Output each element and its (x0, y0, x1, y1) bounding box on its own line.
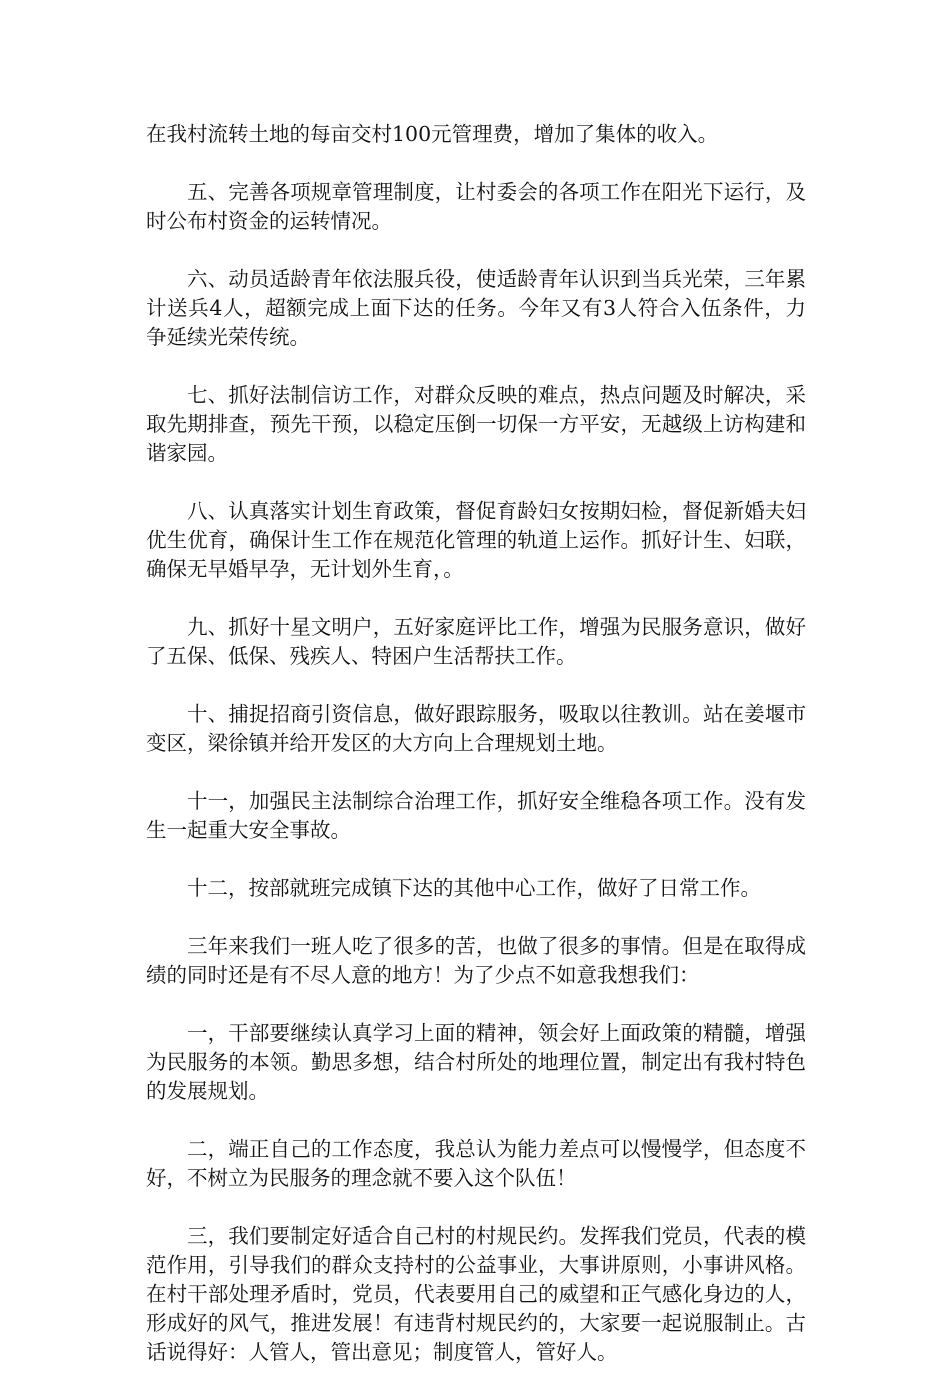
paragraph-plan-2: 二，端正自己的工作态度，我总认为能力差点可以慢慢学，但态度不好，不树立为民服务的理念就不要入这个队伍！ (146, 1137, 806, 1190)
paragraph-continuation: 在我村流转土地的每亩交村100元管理费，增加了集体的收入。 (146, 122, 719, 146)
paragraph-item-6: 六、动员适龄青年依法服兵役，使适龄青年认识到当兵光荣，三年累计送兵4人，超额完成上面下达的任务。今年又有3人符合入伍条件，力争延续光荣传统。 (146, 267, 806, 349)
paragraph-item-11: 十一，加强民主法制综合治理工作，抓好安全维稳各项工作。没有发生一起重大安全事故。 (146, 789, 806, 842)
paragraph-plan-1: 一，干部要继续认真学习上面的精神，领会好上面政策的精髓，增强为民服务的本领。勤思多想，结合村所处的地理位置，制定出有我村特色的发展规划。 (146, 1021, 806, 1103)
paragraph-item-12: 十二，按部就班完成镇下达的其他中心工作，做好了日常工作。 (187, 876, 761, 900)
paragraph-item-10: 十、捕捉招商引资信息，做好跟踪服务，吸取以往教训。站在姜堰市变区，梁徐镇并给开发区的大方向上合理规划土地。 (146, 702, 806, 755)
paragraph-item-7: 七、抓好法制信访工作，对群众反映的难点，热点问题及时解决，采取先期排查，预先干预，以稳定压倒一切保一方平安，无越级上访构建和谐家园。 (146, 383, 806, 465)
document-body (146, 120, 806, 1396)
paragraph-item-5: 五、完善各项规章管理制度，让村委会的各项工作在阳光下运行，及时公布村资金的运转情况。 (146, 180, 806, 233)
paragraph-item-8: 八、认真落实计划生育政策，督促育龄妇女按期妇检，督促新婚夫妇优生优育，确保计生工作在规范化管理的轨道上运作。抓好计生、妇联，确保无早婚早孕，无计划外生育，。 (146, 499, 806, 581)
paragraph-plan-3: 三，我们要制定好适合自己村的村规民约。发挥我们党员，代表的模范作用，引导我们的群众支持村的公益事业，大事讲原则，小事讲风格。在村干部处理矛盾时，党员，代表要用自己的威望和正气感化身边的人，形成好的风气，推进发展！有违背村规民约的，大家要一起说服制止。古话说得好：人管人，管出意见；制度管人，管好人。 (146, 1224, 806, 1364)
paragraph-reflection: 三年来我们一班人吃了很多的苦，也做了很多的事情。但是在取得成绩的同时还是有不尽人意的地方！为了少点不如意我想我们： (146, 934, 806, 987)
paragraph-item-9: 九、抓好十星文明户，五好家庭评比工作，增强为民服务意识，做好了五保、低保、残疾人、特困户生活帮扶工作。 (146, 615, 806, 668)
